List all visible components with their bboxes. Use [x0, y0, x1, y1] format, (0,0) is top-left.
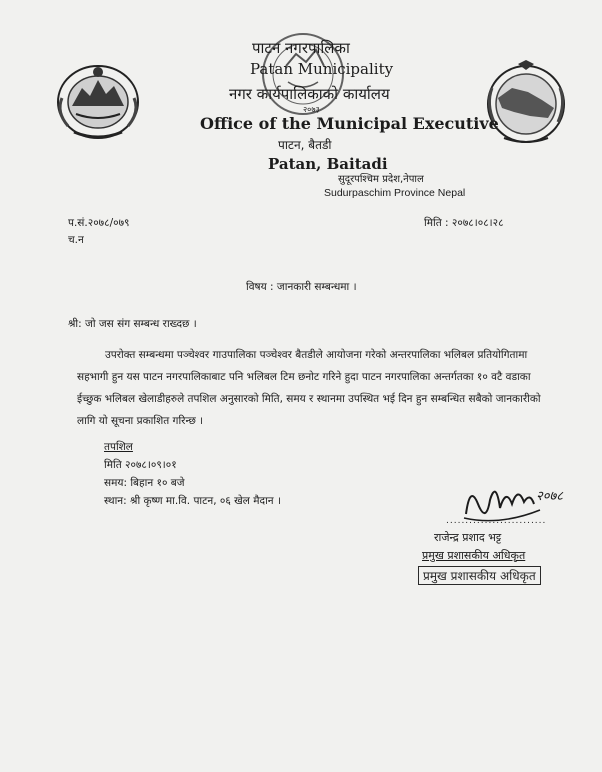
- address-en: Patan, Baitadi: [268, 155, 388, 173]
- province-en: Sudurpaschim Province Nepal: [324, 187, 466, 199]
- event-date: मिति २०७८।०९।०१: [104, 459, 177, 471]
- notice-body: उपरोक्त सम्बन्धमा पञ्चेश्वर गाउपालिका पञ्चेश्वर बैतडीले आयोजना गरेको अन्तरपालिका भलिबल प्रतियोगितामा सहभागी हुन यस पाटन नगरपालिकाबाट पनि भलिबल टिम छनोट गरिने हुदा पाटन नगरपालिका अन्तर्गतका १० वटै वडाका ईच्छुक भलिबल खेलाडीहरुले तपशिल अनुसारको मिति, समय र स्थानमा उपस्थित भई दिन हुन सम्बन्धित सबैको जानकारीको लागि यो सूचना प्रकाशित गरिन्छ ।: [77, 349, 541, 427]
- details-heading: तपशिल: [104, 441, 133, 453]
- municipality-name-np: पाटन नगरपालिका: [252, 39, 350, 57]
- office-name-en: Office of the Municipal Executive: [200, 114, 499, 133]
- nepal-government-emblem-icon: [50, 58, 146, 144]
- dispatch-number: च.न: [68, 234, 84, 246]
- event-place: स्थान: श्री कृष्ण मा.वि. पाटन, ०६ खेल मैदान ।: [104, 495, 281, 507]
- addressee-line: श्री: जो जस संग सम्बन्ध राख्दछ ।: [68, 318, 197, 330]
- signature-dots: ..........................: [446, 516, 547, 526]
- subject-line: विषय : जानकारी सम्बन्धमा ।: [246, 281, 357, 293]
- address-np: पाटन, बैतडी: [278, 138, 332, 152]
- event-time: समय: बिहान १० बजे: [104, 477, 185, 489]
- signatory-name: राजेन्द्र प्रशाद भट्ट: [434, 531, 502, 544]
- signatory-title: प्रमुख प्रशासकीय अधिकृत: [422, 549, 526, 562]
- signature-date: २०७८: [536, 489, 564, 504]
- province-np: सुदूरपश्चिम प्रदेश,नेपाल: [338, 174, 424, 185]
- letter-date: मिति : २०७८।०८।२८: [424, 217, 504, 229]
- municipality-name-en: Patan Municipality: [250, 60, 394, 78]
- signatory-stamp: प्रमुख प्रशासकीय अधिकृत: [418, 566, 541, 585]
- office-name-np: नगर कार्यपालिकाको कार्यालय: [229, 85, 390, 103]
- seal-year: २०७३: [303, 105, 320, 114]
- reference-number: प.सं.२०७८/०७९: [68, 217, 130, 229]
